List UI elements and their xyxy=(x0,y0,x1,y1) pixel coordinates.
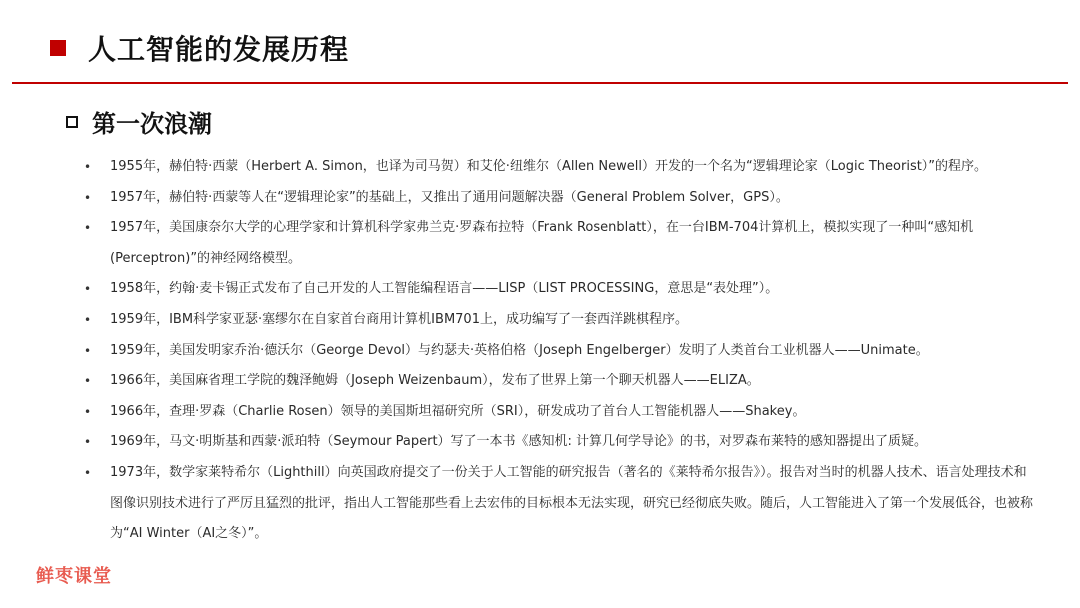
hollow-square-icon xyxy=(66,116,78,128)
list-item xyxy=(84,366,1034,397)
title-divider xyxy=(12,82,1068,84)
list-item-text: 1969年，马文·明斯基和西蒙·派珀特（Seymour Papert）写了一本书《感知机: 计算几何学导论》的书，对罗森布莱特的感知器提出了质疑。 xyxy=(110,434,928,450)
title-square-icon xyxy=(50,40,66,56)
list-item-text: 1957年，美国康奈尔大学的心理学家和计算机科学家弗兰克·罗森布拉特（Frank Rosenblatt），在一台IBM-704计算机上，模拟实现了一种叫“感知机(Perceptron)”的神经网络模型。 xyxy=(110,220,974,266)
list-item xyxy=(84,397,1034,428)
bullet-icon: • xyxy=(84,404,92,419)
list-item-text: 1957年，赫伯特·西蒙等人在“逻辑理论家”的基础上，又推出了通用问题解决器（General Problem Solver，GPS）。 xyxy=(110,189,789,205)
brand-logo-text: 鲜枣课堂 xyxy=(36,566,112,587)
list-item-text: 1966年，查理·罗森（Charlie Rosen）领导的美国斯坦福研究所（SRI），研发成功了首台人工智能机器人——Shakey。 xyxy=(110,403,806,419)
bullet-icon: • xyxy=(84,160,92,174)
bullet-icon: • xyxy=(84,190,92,205)
slide-title-bar xyxy=(50,28,349,68)
section-title: 第一次浪潮 xyxy=(92,110,212,138)
slide-title: 人工智能的发展历程 xyxy=(88,33,350,66)
bullet-icon: • xyxy=(84,343,92,358)
list-item xyxy=(84,152,1034,183)
list-item xyxy=(84,336,1034,367)
bullet-icon: • xyxy=(84,282,92,297)
list-item-text: 1958年，约翰·麦卡锡正式发布了自己开发的人工智能编程语言——LISP（LIST PROCESSING，意思是“表处理”）。 xyxy=(110,281,779,297)
list-item-text: 1973年，数学家莱特希尔（Lighthill）向英国政府提交了一份关于人工智能的研究报告（著名的《莱特希尔报告》）。报告对当时的机器人技术、语言处理技术和图像识别技术进行了严厉且猛烈的批评，指出人工智能那些看上去宏伟的目标根本无法实现，研究已经彻底失败。随后，人工智能进入了第一个发展低谷，也被称为“AI Winter（AI之冬）”。 xyxy=(110,464,1034,542)
bullet-icon: • xyxy=(84,374,92,389)
list-item xyxy=(84,213,1034,274)
list-item-text: 1959年，IBM科学家亚瑟·塞缪尔在自家首台商用计算机IBM701上，成功编写了一套西洋跳棋程序。 xyxy=(110,311,688,327)
section-heading xyxy=(66,104,212,139)
bullet-icon: • xyxy=(84,465,92,480)
list-item-text: 1959年，美国发明家乔治·德沃尔（George Devol）与约瑟夫·英格伯格（Joseph Engelberger）发明了人类首台工业机器人——Unimate。 xyxy=(110,342,929,358)
list-item xyxy=(84,274,1034,305)
timeline-list xyxy=(84,152,1034,550)
bullet-icon: • xyxy=(84,221,92,236)
list-item xyxy=(84,427,1034,458)
bullet-icon: • xyxy=(84,435,92,450)
list-item-text: 1955年，赫伯特·西蒙（Herbert A. Simon，也译为司马贺）和艾伦·纽维尔（Allen Newell）开发的一个名为“逻辑理论家（Logic Theorist）”的程序。 xyxy=(110,159,988,174)
list-item xyxy=(84,183,1034,214)
list-item xyxy=(84,305,1034,336)
bullet-icon: • xyxy=(84,312,92,327)
list-item-text: 1966年，美国麻省理工学院的魏泽鲍姆（Joseph Weizenbaum），发布了世界上第一个聊天机器人——ELIZA。 xyxy=(110,373,760,389)
list-item xyxy=(84,458,1034,550)
